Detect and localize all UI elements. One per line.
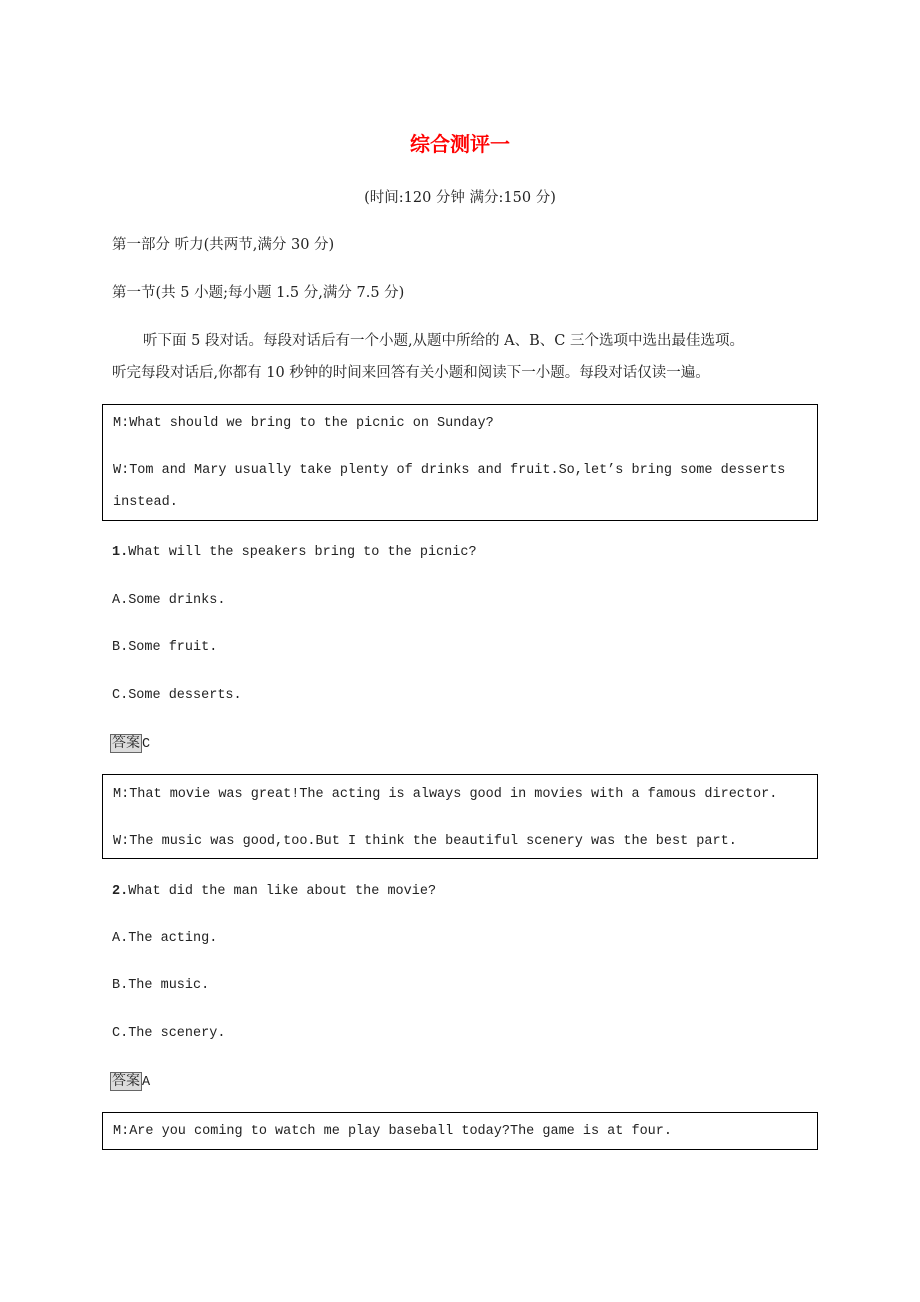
exam-info: (时间:120 分钟 满分:150 分) <box>364 190 556 206</box>
answer-value: C <box>142 737 151 752</box>
answer-badge: 答案 <box>112 735 140 751</box>
option-c: C.Some desserts. <box>112 688 242 703</box>
section-heading: 第一节(共 5 小题;每小题 1.5 分,满分 7.5 分) <box>112 285 405 301</box>
dialog-line: M:Are you coming to watch me play baseball today?The game is at four. <box>113 1124 672 1139</box>
option-b: B.Some fruit. <box>112 640 218 655</box>
dialog-box-1 <box>102 404 818 521</box>
dialog-line: M:What should we bring to the picnic on Sunday? <box>113 416 494 431</box>
answer-2 <box>110 1072 150 1092</box>
answer-value: A <box>142 1075 151 1090</box>
answer-badge: 答案 <box>112 1073 140 1089</box>
question-text: What did the man like about the movie? <box>128 884 437 899</box>
question-number: 2. <box>112 884 129 899</box>
part-heading: 第一部分 听力(共两节,满分 30 分) <box>112 237 335 253</box>
dialog-box-3 <box>102 1112 818 1150</box>
option-a: A.The acting. <box>112 931 218 946</box>
option-a: A.Some drinks. <box>112 593 226 608</box>
dialog-line: instead. <box>113 495 178 510</box>
answer-1 <box>110 734 150 754</box>
dialog-line: W:Tom and Mary usually take plenty of drinks and fruit.So,let’s bring some desserts <box>113 463 786 478</box>
option-c: C.The scenery. <box>112 1026 226 1041</box>
question-2 <box>112 883 436 901</box>
dialog-line: M:That movie was great!The acting is always good in movies with a famous director. <box>113 787 778 802</box>
question-text: What will the speakers bring to the picnic? <box>128 545 477 560</box>
dialog-box-2 <box>102 774 818 859</box>
question-1 <box>112 544 477 562</box>
question-number: 1. <box>112 545 129 560</box>
document-title: 综合测评一 <box>410 132 510 156</box>
instructions-line-1: 听下面 5 段对话。每段对话后有一个小题,从题中所给的 A、B、C 三个选项中选出最佳选项。 <box>143 333 744 349</box>
dialog-line: W:The music was good,too.But I think the beautiful scenery was the best part. <box>113 834 737 849</box>
instructions-line-2: 听完每段对话后,你都有 10 秒钟的时间来回答有关小题和阅读下一小题。每段对话仅读一遍。 <box>112 365 710 381</box>
option-b: B.The music. <box>112 978 210 993</box>
